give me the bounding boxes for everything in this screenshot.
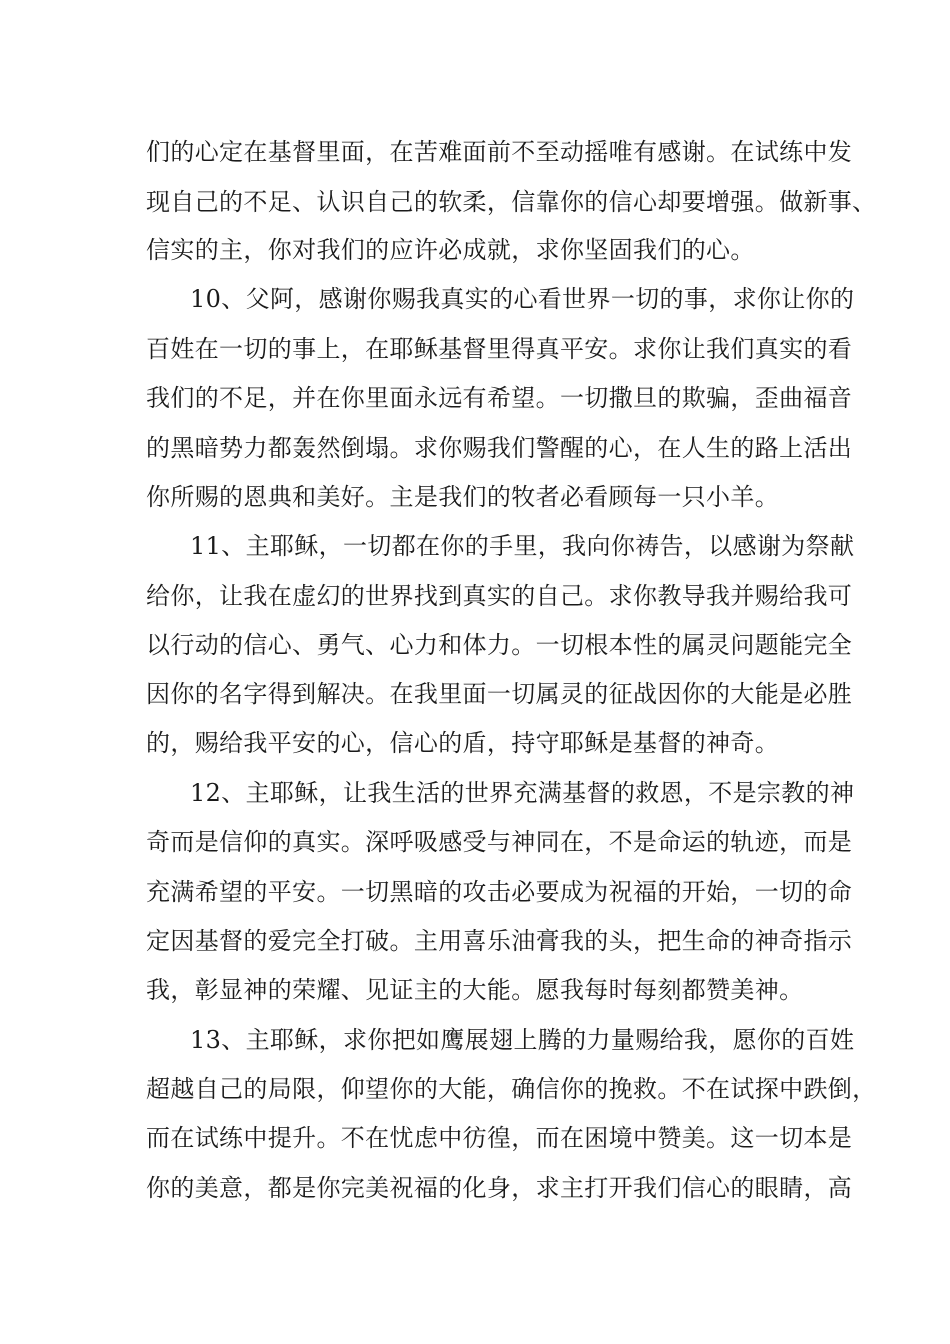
text-line: 充满希望的平安。一切黑暗的攻击必要成为祝福的开始，一切的命 <box>146 878 853 906</box>
text-line: 超越自己的局限，仰望你的大能，确信你的挽救。不在试探中跌倒， <box>146 1075 877 1103</box>
text-line: 们的心定在基督里面，在苦难面前不至动摇唯有感谢。在试练中发 <box>146 138 853 166</box>
text-line: 以行动的信心、勇气、心力和体力。一切根本性的属灵问题能完全 <box>146 631 853 659</box>
text-line: 信实的主，你对我们的应许必成就，求你坚固我们的心。 <box>146 236 755 264</box>
text-line: 我们的不足，并在你里面永远有希望。一切撒旦的欺骗，歪曲福音 <box>146 384 853 412</box>
text-line: 因你的名字得到解决。在我里面一切属灵的征战因你的大能是必胜 <box>146 680 853 708</box>
text-line: 的，赐给我平安的心，信心的盾，持守耶稣是基督的神奇。 <box>146 729 780 757</box>
paragraph-12-start: 12、主耶稣，让我生活的世界充满基督的救恩，不是宗教的神 <box>190 779 855 807</box>
text-line: 百姓在一切的事上，在耶稣基督里得真平安。求你让我们真实的看 <box>146 335 853 363</box>
text-line: 你的美意，都是你完美祝福的化身，求主打开我们信心的眼睛，高 <box>146 1174 853 1202</box>
text-line: 的黑暗势力都轰然倒塌。求你赐我们警醒的心，在人生的路上活出 <box>146 434 853 462</box>
text-line: 你所赐的恩典和美好。主是我们的牧者必看顾每一只小羊。 <box>146 483 780 511</box>
text-line: 我，彰显神的荣耀、见证主的大能。愿我每时每刻都赞美神。 <box>146 976 804 1004</box>
paragraph-10-start: 10、父阿，感谢你赐我真实的心看世界一切的事，求你让你的 <box>190 285 855 313</box>
text-line: 给你，让我在虚幻的世界找到真实的自己。求你教导我并赐给我可 <box>146 582 853 610</box>
text-line: 奇而是信仰的真实。深呼吸感受与神同在，不是命运的轨迹，而是 <box>146 828 853 856</box>
text-line: 现自己的不足、认识自己的软柔，信靠你的信心却要增强。做新事、 <box>146 188 877 216</box>
paragraph-13-start: 13、主耶稣，求你把如鹰展翅上腾的力量赐给我，愿你的百姓 <box>190 1026 855 1054</box>
text-line: 而在试练中提升。不在忧虑中彷徨，而在困境中赞美。这一切本是 <box>146 1124 853 1152</box>
paragraph-11-start: 11、主耶稣，一切都在你的手里，我向你祷告，以感谢为祭献 <box>190 532 855 560</box>
text-line: 定因基督的爱完全打破。主用喜乐油膏我的头，把生命的神奇指示 <box>146 927 853 955</box>
